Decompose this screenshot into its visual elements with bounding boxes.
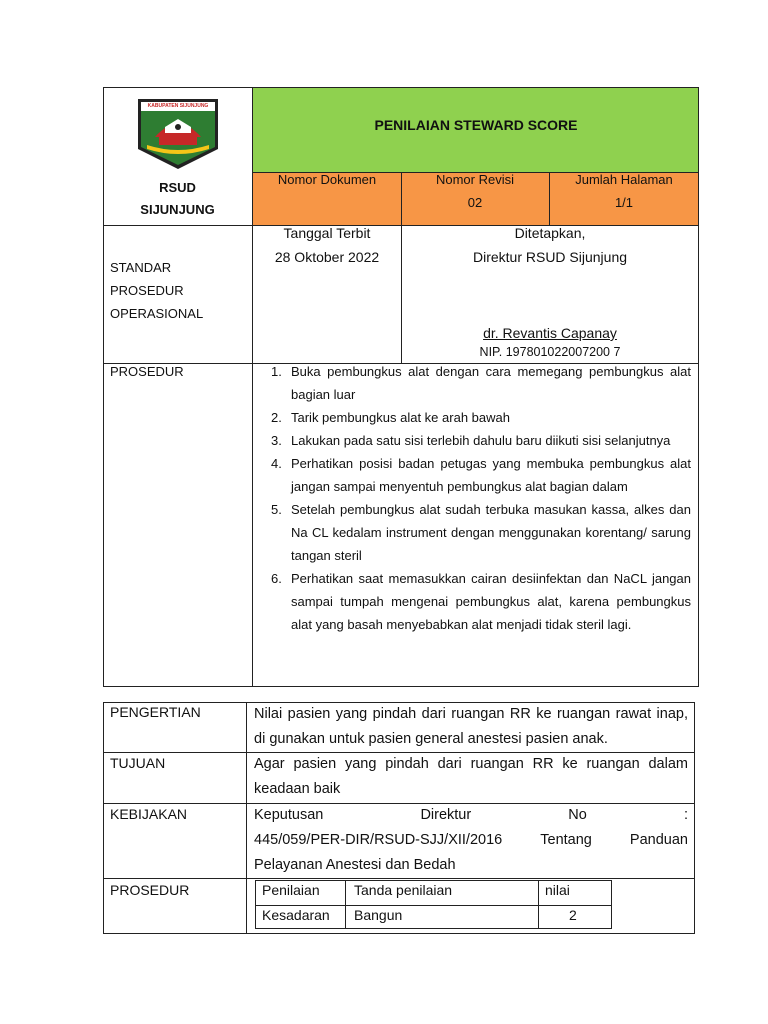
- step-number: 3.: [271, 433, 282, 448]
- org-name-line1: RSUD: [159, 180, 196, 195]
- score-cell-penilaian: Kesadaran: [262, 907, 330, 923]
- score-cell-tanda: Bangun: [354, 907, 403, 923]
- document-title: PENILAIAN STEWARD SCORE: [374, 117, 578, 133]
- logo-banner-text: KABUPATEN SIJUNJUNG: [147, 103, 209, 109]
- sop-label-line2: PROSEDUR: [110, 283, 184, 298]
- kebijakan-text: [254, 803, 688, 878]
- tujuan-text: Agar pasien yang pindah dari ruangan RR ke ruangan dalam keadaan baik: [254, 756, 688, 797]
- step-number: 6.: [271, 571, 282, 586]
- kebijakan-word: Panduan: [629, 832, 688, 848]
- step-number: 1.: [271, 364, 282, 379]
- step-text: Tarik pembungkus alat ke arah bawah: [291, 410, 510, 425]
- procedure-step: [271, 406, 691, 429]
- procedure-label: PROSEDUR: [110, 364, 184, 379]
- prosedur2-label: PROSEDUR: [110, 882, 190, 898]
- procedure-step: [271, 360, 691, 406]
- procedure-step: [271, 567, 691, 636]
- issue-date-label: Tanggal Terbit: [283, 225, 371, 241]
- score-header-penilaian: Penilaian: [262, 882, 320, 898]
- revision-value: 02: [467, 195, 483, 210]
- score-header-tanda: Tanda penilaian: [354, 882, 453, 898]
- step-text: Perhatikan posisi badan petugas yang membuka pembungkus alat jangan sampai menyentuh pembungkus alat bagian dalam: [291, 456, 691, 494]
- sop-label-line1: STANDAR: [110, 260, 172, 275]
- signatory-nip: NIP. 197801022007200 7: [479, 345, 621, 359]
- procedure-step: [271, 498, 691, 567]
- step-text: Buka pembungkus alat dengan cara memegang pembungkus alat bagian luar: [291, 364, 691, 402]
- approved-by: Direktur RSUD Sijunjung: [472, 249, 628, 265]
- score-cell-nilai: 2: [569, 907, 577, 923]
- pengertian-text: Nilai pasien yang pindah dari ruangan RR ke ruangan rawat inap, di gunakan untuk pasien general anestesi pasien anak.: [254, 706, 688, 747]
- sop-label-line3: OPERASIONAL: [110, 306, 204, 321]
- score-header-nilai: nilai: [545, 882, 570, 898]
- kebijakan-number: 445/059/PER-DIR/RSUD-SJJ/XII/2016: [254, 832, 503, 848]
- kebijakan-label: KEBIJAKAN: [110, 806, 188, 822]
- procedure-steps: [271, 360, 691, 636]
- kebijakan-word: Keputusan: [254, 807, 324, 823]
- pengertian-label: PENGERTIAN: [110, 704, 201, 720]
- kebijakan-word: Tentang: [540, 832, 592, 848]
- approved-label: Ditetapkan,: [514, 225, 586, 241]
- pages-label: Jumlah Halaman: [575, 172, 673, 187]
- kebijakan-word: Direktur: [420, 807, 472, 823]
- issue-date-value: 28 Oktober 2022: [274, 249, 380, 265]
- step-text: Setelah pembungkus alat sudah terbuka masukan kassa, alkes dan Na CL kedalam instrument dengan menggunakan korentang/ sarung tangan steril: [291, 502, 691, 563]
- revision-label: Nomor Revisi: [435, 172, 514, 187]
- pages-value: 1/1: [614, 195, 634, 210]
- step-text: Lakukan pada satu sisi terlebih dahulu baru diikuti sisi selanjutnya: [291, 433, 671, 448]
- step-number: 2.: [271, 410, 282, 425]
- procedure-step: [271, 452, 691, 498]
- step-text: Perhatikan saat memasukkan cairan desiinfektan dan NaCL jangan sampai tumpah mengenai pembungkus alat, karena pembungkus alat yang basah menyebabkan alat menjadi tidak steril lagi.: [291, 571, 691, 632]
- procedure-step: [271, 429, 691, 452]
- kebijakan-word: No: [568, 807, 587, 823]
- signatory-name: dr. Revantis Capanay: [483, 325, 617, 341]
- logo: [135, 97, 221, 171]
- kebijakan-line3: Pelayanan Anestesi dan Bedah: [254, 857, 456, 873]
- tujuan-label: TUJUAN: [110, 755, 166, 771]
- doc-number-label: Nomor Dokumen: [277, 172, 377, 187]
- kebijakan-word: :: [683, 807, 688, 823]
- step-number: 5.: [271, 502, 282, 517]
- org-name-line2: SIJUNJUNG: [140, 202, 215, 217]
- step-number: 4.: [271, 456, 282, 471]
